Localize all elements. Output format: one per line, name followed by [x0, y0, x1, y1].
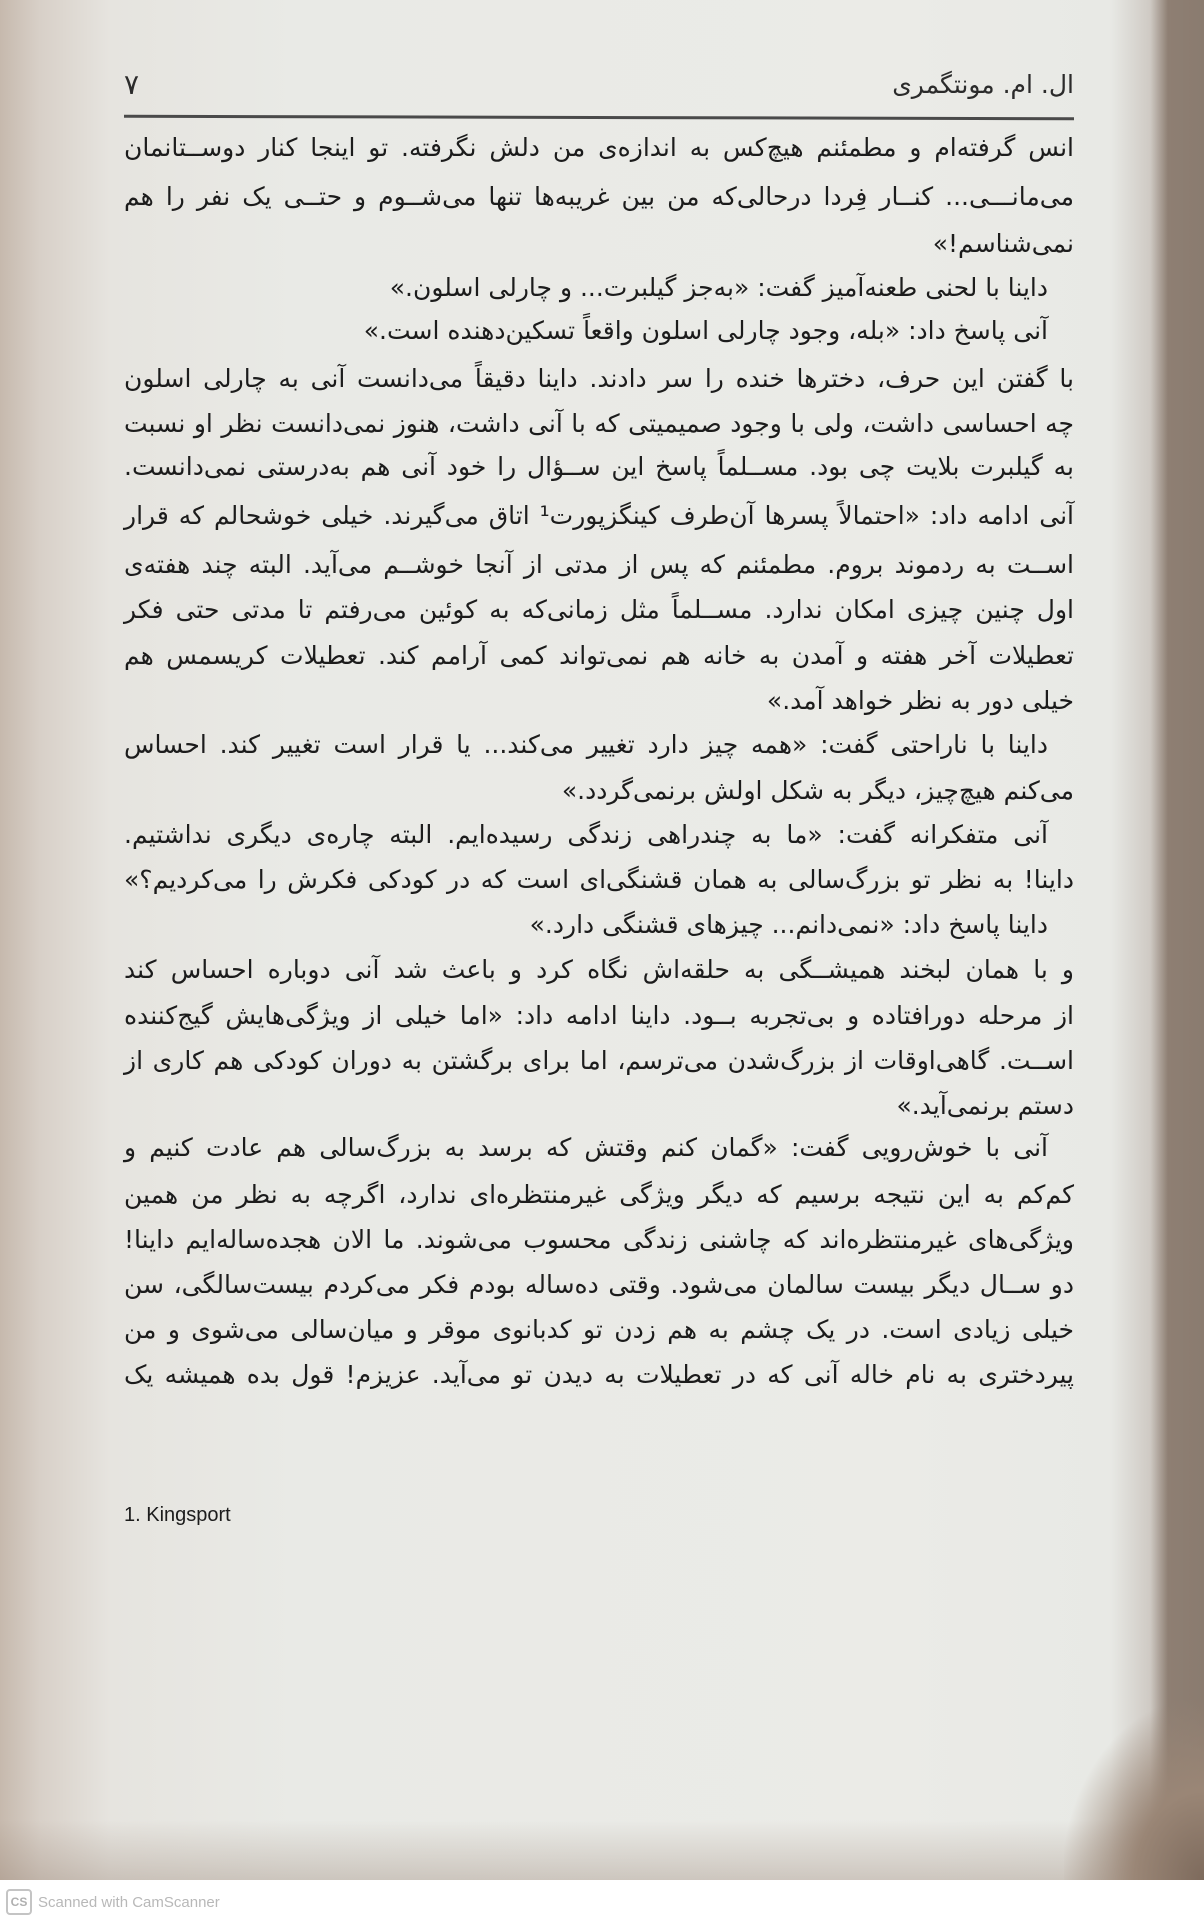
text-line: آنی با خوش‌رویی گفت: «گمان کنم وقتش که برسد به بزرگ‌سالی هم عادت کنیم و — [124, 1133, 1048, 1162]
page-shadow — [0, 1820, 1204, 1880]
text-line: آنی پاسخ داد: «بله، وجود چارلی اسلون واقعاً تسکین‌دهنده است.» — [363, 316, 1048, 345]
text-line: پیردختری به نام خاله آنی که در تعطیلات به دیدن تو می‌آید. عزیزم! قول بده همیشه یک — [124, 1360, 1074, 1389]
text-line: دستم برنمی‌آید.» — [896, 1091, 1074, 1120]
text-line: به گیلبرت بلایت چی بود. مســلماً پاسخ این ســؤال را خود آنی هم به‌درستی نمی‌دانست. — [124, 452, 1074, 481]
text-line: داینا با لحنی طعنه‌آمیز گفت: «به‌جز گیلبرت... و چارلی اسلون.» — [389, 273, 1048, 302]
footnote: 1. Kingsport — [124, 1504, 231, 1526]
camscanner-watermark — [6, 1887, 220, 1917]
text-line: می‌کنم هیچ‌چیز، دیگر به شکل اولش برنمی‌گردد.» — [561, 776, 1074, 805]
text-line: اول چنین چیزی امکان ندارد. مســلماً مثل زمانی‌که به کوئین می‌رفتم تا مدتی حتی فکر — [124, 595, 1074, 624]
header-rule — [124, 115, 1074, 120]
text-line: داینا با ناراحتی گفت: «همه چیز دارد تغییر می‌کند... یا قرار است تغییر کند. احساس — [124, 730, 1048, 759]
text-line: نمی‌شناسم!» — [932, 229, 1074, 258]
text-line: داینا! به نظر تو بزرگ‌سالی به همان قشنگی‌ای است که در کودکی فکرش را می‌کردیم؟» — [124, 865, 1074, 894]
text-line: آنی متفکرانه گفت: «ما به چندراهی زندگی رسیده‌ایم. البته چاره‌ی دیگری نداشتیم. — [124, 820, 1048, 849]
text-line: داینا پاسخ داد: «نمی‌دانم... چیزهای قشنگی دارد.» — [529, 910, 1048, 939]
text-line: با گفتن این حرف، دخترها خنده را سر دادند. داینا دقیقاً می‌دانست آنی به چارلی اسلون — [124, 364, 1074, 393]
text-line: آنی ادامه داد: «احتمالاً پسرها آن‌طرف کینگزپورت¹ اتاق می‌گیرند. خیلی خوشحالم که قرار — [124, 501, 1074, 530]
watermark-text: Scanned with CamScanner — [38, 1893, 220, 1911]
page-number: ۷ — [124, 68, 140, 101]
text-line: انس گرفته‌ام و مطمئنم هیچ‌کس به اندازه‌ی من دلش نگرفته. تو اینجا کنار دوســتانمان — [124, 133, 1074, 162]
text-line: کم‌کم به این نتیجه برسیم که دیگر ویژگی غیرمنتظره‌ای ندارد، اگرچه به نظر من همین — [124, 1180, 1074, 1209]
running-header — [124, 68, 1074, 108]
text-line: چه احساسی داشت، ولی با وجود صمیمیتی که با آنی داشت، هنوز نمی‌دانست نظر او نسبت — [124, 409, 1074, 438]
text-line: اســت. گاهی‌اوقات از بزرگ‌شدن می‌ترسم، اما برای برگشتن به دوران کودکی هم کاری از — [124, 1046, 1074, 1075]
text-line: اســت به ردموند بروم. مطمئنم که پس از مدتی از آنجا خوشــم می‌آید. البته چند هفته‌ی — [124, 550, 1074, 579]
text-line: ویژگی‌های غیرمنتظره‌اند که چاشنی زندگی محسوب می‌شوند. ما الان هجده‌ساله‌ایم داینا! — [124, 1225, 1074, 1254]
text-line: دو ســال دیگر بیست سالمان می‌شود. وقتی ده‌ساله بودم فکر می‌کردم بیست‌سالگی، سن — [124, 1270, 1074, 1299]
text-line: از مرحله دورافتاده و بی‌تجربه بــود. داینا ادامه داد: «اما خیلی از ویژگی‌هایش گیج‌کننده — [124, 1001, 1074, 1030]
text-line: خیلی دور به نظر خواهد آمد.» — [766, 686, 1074, 715]
text-line: تعطیلات آخر هفته و آمدن به خانه هم نمی‌تواند کمی آرامم کند. تعطیلات کریسمس هم — [124, 641, 1074, 670]
header-author: ال. ام. مونتگمری — [892, 70, 1074, 99]
camscanner-logo-icon: CS — [6, 1889, 32, 1915]
text-line: و با همان لبخند همیشــگی به حلقه‌اش نگاه کرد و باعث شد آنی دوباره احساس کند — [124, 955, 1074, 984]
text-line: می‌مانـــی... کنــار فِردا درحالی‌که من بین غریبه‌ها تنها می‌شــوم و حتــی یک نفر را هم — [124, 182, 1074, 211]
text-line: خیلی زیادی است. در یک چشم به هم زدن تو کدبانوی موقر و میان‌سالی می‌شوی و من — [124, 1315, 1074, 1344]
